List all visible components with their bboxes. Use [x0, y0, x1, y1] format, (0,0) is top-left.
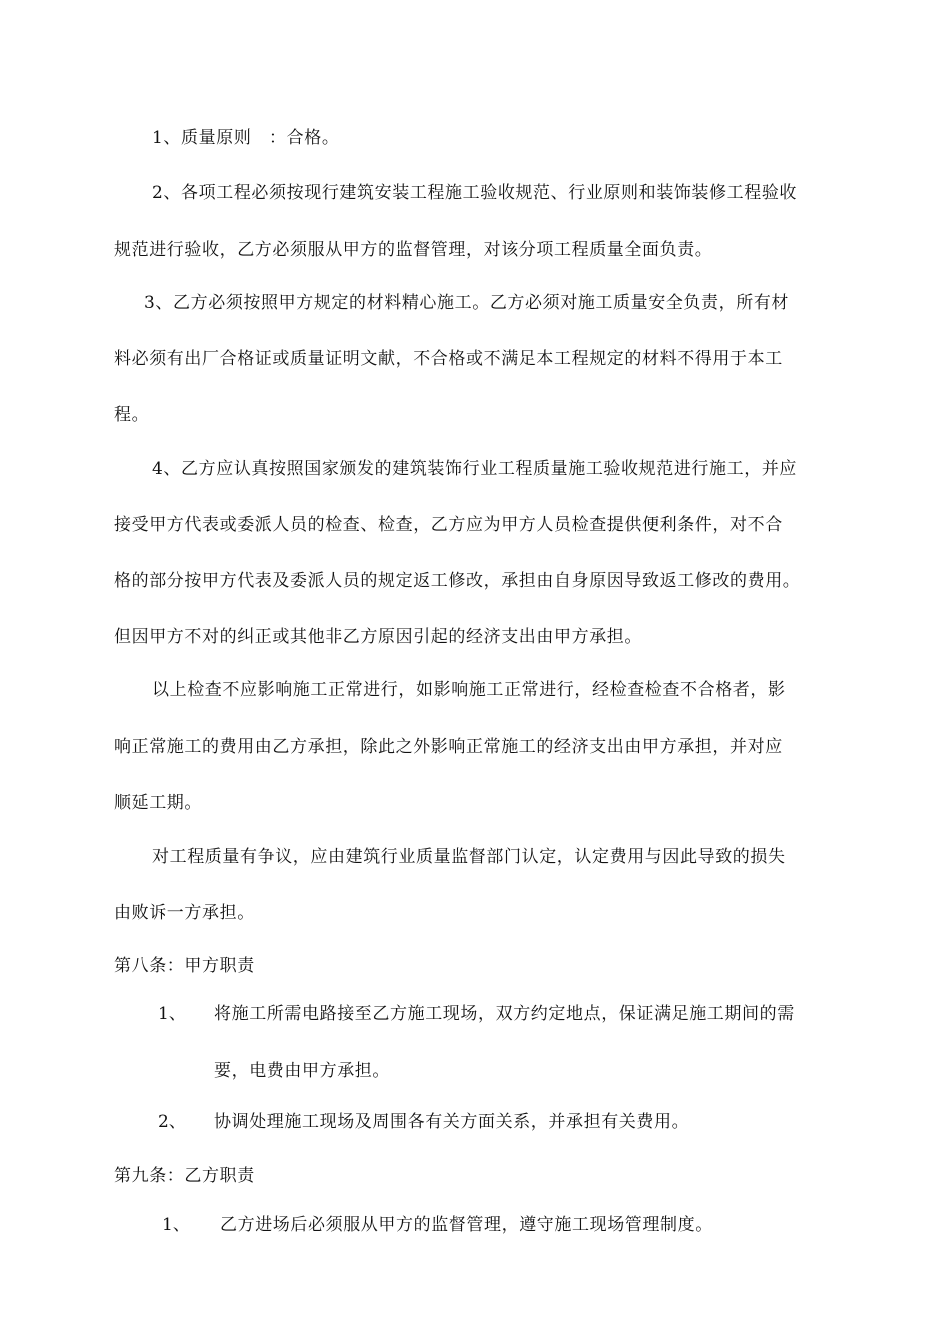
clause-inspection-line-1: 4、乙方应认真按照国家颁发的建筑装饰行业工程质量施工验收规范进行施工，并应 — [152, 459, 798, 479]
clause-materials-line-3: 程。 — [114, 405, 150, 425]
article-8-item-2-number: 2、 — [158, 1112, 186, 1132]
clause-inspection-line-2: 接受甲方代表或委派人员的检查、检查，乙方应为甲方人员检查提供便利条件，对不合 — [114, 515, 783, 535]
clause-materials-line-1: 3、乙方必须按照甲方规定的材料精心施工。乙方必须对施工质量安全负责，所有材 — [144, 293, 790, 313]
article-9-item-1-line-1: 乙方进场后必须服从甲方的监督管理，遵守施工现场管理制度。 — [220, 1215, 713, 1235]
clause-acceptance-line-1: 2、各项工程必须按现行建筑安装工程施工验收规范、行业原则和装饰装修工程验收 — [152, 183, 798, 203]
clause-dispute-line-2: 由败诉一方承担。 — [114, 903, 255, 923]
article-8-item-1-line-2: 要，电费由甲方承担。 — [214, 1061, 390, 1081]
clause-inspection-line-3: 格的部分按甲方代表及委派人员的规定返工修改，承担由自身原因导致返工修改的费用。 — [114, 571, 801, 591]
article-8-item-1-line-1: 将施工所需电路接至乙方施工现场，双方约定地点，保证满足施工期间的需 — [214, 1004, 795, 1024]
clause-quality-standard: 1、质量原则 ：合格。 — [152, 128, 340, 148]
article-9-heading: 第九条：乙方职责 — [114, 1166, 255, 1186]
clause-no-impact-line-2: 响正常施工的费用由乙方承担，除此之外影响正常施工的经济支出由甲方承担，并对应 — [114, 737, 783, 757]
article-9-item-1-number: 1、 — [162, 1215, 190, 1235]
clause-no-impact-line-1: 以上检查不应影响施工正常进行，如影响施工正常进行，经检查检查不合格者，影 — [152, 680, 786, 700]
clause-materials-line-2: 料必须有出厂合格证或质量证明文献，不合格或不满足本工程规定的材料不得用于本工 — [114, 349, 783, 369]
clause-acceptance-line-2: 规范进行验收，乙方必须服从甲方的监督管理，对该分项工程质量全面负责。 — [114, 240, 713, 260]
article-8-item-2-line-1: 协调处理施工现场及周围各有关方面关系，并承担有关费用。 — [214, 1112, 690, 1132]
article-8-heading: 第八条：甲方职责 — [114, 956, 255, 976]
clause-no-impact-line-3: 顺延工期。 — [114, 793, 202, 813]
clause-inspection-line-4: 但因甲方不对的纠正或其他非乙方原因引起的经济支出由甲方承担。 — [114, 627, 642, 647]
article-8-item-1-number: 1、 — [158, 1004, 186, 1024]
clause-dispute-line-1: 对工程质量有争议，应由建筑行业质量监督部门认定，认定费用与因此导致的损失 — [152, 847, 786, 867]
